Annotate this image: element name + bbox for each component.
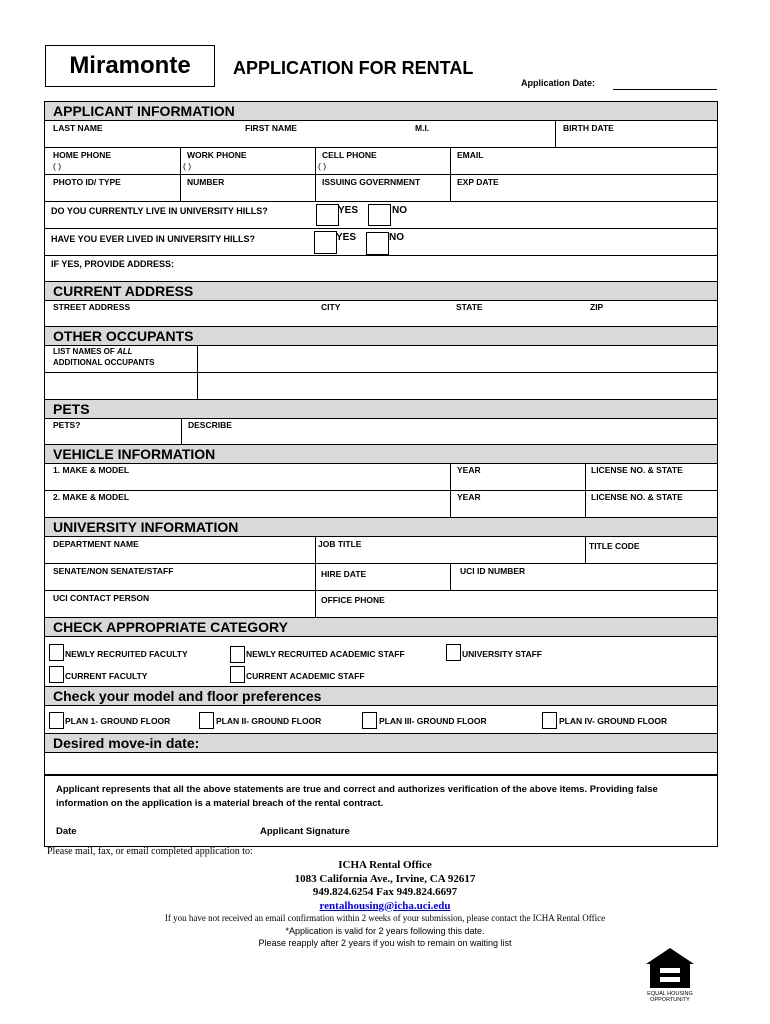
section-current-address	[45, 282, 717, 301]
occupants-label-line2: ADDITIONAL OCCUPANTS	[53, 358, 155, 367]
certification-statement: Applicant represents that all the above statements are true and correct and authorizes verification of the above items. Providing false information on the application is a material breach of the rental contract.	[56, 784, 658, 809]
plan-4-label: PLAN IV- GROUND FLOOR	[559, 716, 668, 726]
pets-field[interactable]	[45, 419, 181, 444]
section-check-category	[45, 618, 717, 637]
exp-date-field[interactable]	[450, 175, 717, 201]
vehicle-2-year-field[interactable]	[450, 491, 585, 517]
contact-person-field[interactable]	[45, 591, 315, 617]
row-pets	[45, 419, 717, 445]
section-title: APPLICANT INFORMATION	[53, 103, 235, 119]
cell-phone-label: CELL PHONE	[322, 150, 377, 160]
university-staff-label: UNIVERSITY STAFF	[462, 649, 542, 659]
occupants-field-2[interactable]	[197, 373, 717, 399]
work-phone-label: WORK PHONE	[187, 150, 247, 160]
mail-instructions: Please mail, fax, or email completed application to:	[47, 846, 253, 857]
plan-3-label: PLAN III- GROUND FLOOR	[379, 716, 487, 726]
street-address-field[interactable]: STREET ADDRESS	[53, 302, 131, 312]
office-email-link[interactable]: rentalhousing@icha.uci.edu	[319, 899, 451, 912]
move-in-date-field[interactable]	[45, 753, 717, 774]
newly-recruited-academic-staff-checkbox[interactable]	[230, 646, 245, 663]
reapply-note: Please reapply after 2 years if you wish to remain on waiting list	[258, 938, 512, 948]
birth-date-label: BIRTH DATE	[563, 123, 614, 133]
office-phone-label: OFFICE PHONE	[321, 595, 385, 605]
current-academic-staff-label: CURRENT ACADEMIC STAFF	[246, 671, 365, 681]
office-address: 1083 California Ave., Irvine, CA 92617	[294, 872, 476, 885]
live-uh-yes-checkbox[interactable]	[316, 204, 339, 226]
occupants-label-prefix: LIST NAMES OF	[53, 347, 117, 356]
row-vehicle-1	[45, 464, 717, 491]
job-title-field[interactable]	[315, 537, 585, 563]
vehicle-2-year-label: YEAR	[457, 492, 481, 502]
id-number-label: NUMBER	[187, 177, 225, 187]
section-title: CURRENT ADDRESS	[53, 283, 194, 299]
vehicle-2-license-label: LICENSE NO. & STATE	[591, 492, 683, 502]
question-live-uh: DO YOU CURRENTLY LIVE IN UNIVERSITY HILLS?	[51, 206, 268, 216]
senate-field[interactable]	[45, 564, 315, 590]
row-previous-address[interactable]	[45, 256, 717, 282]
newly-recruited-faculty-checkbox[interactable]	[49, 644, 64, 661]
section-title: OTHER OCCUPANTS	[53, 328, 194, 344]
pets-describe-label: DESCRIBE	[188, 420, 232, 430]
no-label: NO	[389, 232, 404, 243]
title-code-label: TITLE CODE	[589, 541, 640, 551]
email-field[interactable]	[450, 148, 717, 174]
department-label: DEPARTMENT NAME	[53, 539, 139, 549]
senate-label: SENATE/NON SENATE/STAFF	[53, 566, 174, 576]
phone-parens: ( )	[318, 161, 327, 171]
section-title: UNIVERSITY INFORMATION	[53, 519, 239, 535]
confirmation-note: If you have not received an email confirmation within 2 weeks of your submission, please contact the ICHA Rental Office	[164, 913, 606, 923]
eho-text-line2: OPPORTUNITY	[650, 997, 690, 1002]
row-occupants-1	[45, 346, 717, 373]
certification-date-field[interactable]: Date	[56, 826, 77, 837]
middle-initial-field[interactable]: M.I.	[415, 123, 430, 133]
id-number-field[interactable]	[180, 175, 315, 201]
current-faculty-checkbox[interactable]	[49, 666, 64, 683]
newly-recruited-faculty-label: NEWLY RECRUITED FACULTY	[65, 649, 188, 659]
university-staff-checkbox[interactable]	[446, 644, 461, 661]
phone-parens: ( )	[183, 161, 192, 171]
row-department	[45, 537, 717, 564]
row-phones	[45, 148, 717, 175]
first-name-field[interactable]: FIRST NAME	[245, 123, 297, 133]
plan-2-label: PLAN II- GROUND FLOOR	[216, 716, 322, 726]
pets-label: PETS?	[53, 420, 81, 430]
plan-1-checkbox[interactable]	[49, 712, 64, 729]
row-occupants-2	[45, 373, 717, 400]
vehicle-1-make-field[interactable]	[45, 464, 450, 490]
office-name: ICHA Rental Office	[338, 859, 432, 871]
current-academic-staff-checkbox[interactable]	[230, 666, 245, 683]
equal-housing-icon	[644, 946, 696, 1002]
rental-application-form	[44, 101, 718, 775]
last-name-field[interactable]: LAST NAME	[53, 123, 103, 133]
yes-label: YES	[338, 205, 359, 216]
row-senate	[45, 564, 717, 591]
section-title: CHECK APPROPRIATE CATEGORY	[53, 619, 288, 635]
uci-id-field[interactable]	[450, 564, 717, 590]
exp-date-label: EXP DATE	[457, 177, 499, 187]
vehicle-1-year-field[interactable]	[450, 464, 585, 490]
state-field[interactable]: STATE	[456, 302, 483, 312]
plan-1-label: PLAN 1- GROUND FLOOR	[65, 716, 171, 726]
section-vehicle-information	[45, 445, 717, 464]
row-name	[45, 121, 717, 148]
occupants-label	[45, 346, 197, 372]
section-move-in-date	[45, 734, 717, 753]
office-contact-block	[0, 859, 770, 913]
row-live-uh	[45, 202, 717, 229]
photo-id-type-label: PHOTO ID/ TYPE	[53, 177, 121, 187]
birth-date-field[interactable]	[555, 121, 717, 147]
job-title-label: JOB TITLE	[318, 539, 362, 549]
row-current-address	[45, 301, 717, 327]
cell-phone-field[interactable]	[315, 148, 450, 174]
office-phone-fax: 949.824.6254 Fax 949.824.6697	[312, 886, 458, 898]
row-lived-uh	[45, 229, 717, 256]
current-faculty-label: CURRENT FACULTY	[65, 671, 148, 681]
applicant-signature-field[interactable]: Applicant Signature	[260, 826, 350, 837]
row-floor-plans	[45, 706, 717, 734]
plan-2-checkbox[interactable]	[199, 712, 214, 729]
zip-field[interactable]: ZIP	[590, 302, 604, 312]
equal-housing-opportunity-logo	[644, 946, 696, 1002]
department-field[interactable]	[45, 537, 315, 563]
row-photo-id	[45, 175, 717, 202]
vehicle-1-license-field[interactable]	[585, 464, 717, 490]
previous-address-label: IF YES, PROVIDE ADDRESS:	[51, 259, 175, 269]
plan-3-checkbox[interactable]	[362, 712, 377, 729]
section-other-occupants	[45, 327, 717, 346]
vehicle-2-license-field[interactable]	[585, 491, 717, 517]
application-date-label: Application Date:	[521, 78, 596, 88]
hire-date-label: HIRE DATE	[321, 569, 367, 579]
section-title: Desired move-in date:	[53, 735, 200, 751]
certification-box	[44, 775, 718, 847]
miramonte-logo: Miramonte	[45, 45, 215, 87]
section-title: PETS	[53, 401, 90, 417]
photo-id-type-field[interactable]	[45, 175, 180, 201]
uci-id-label: UCI ID NUMBER	[460, 566, 526, 576]
contact-person-label: UCI CONTACT PERSON	[53, 593, 150, 603]
footer-notes	[0, 912, 770, 950]
section-applicant-information	[45, 102, 717, 121]
vehicle-1-license-label: LICENSE NO. & STATE	[591, 465, 683, 475]
eho-text-line1: EQUAL HOUSING	[647, 991, 693, 997]
vehicle-1-year-label: YEAR	[457, 465, 481, 475]
vehicle-2-make-field[interactable]	[45, 491, 450, 517]
email-label: EMAIL	[457, 150, 484, 160]
section-title: VEHICLE INFORMATION	[53, 446, 216, 462]
application-date-field[interactable]	[613, 89, 717, 90]
plan-4-checkbox[interactable]	[542, 712, 557, 729]
section-university-information	[45, 518, 717, 537]
home-phone-field[interactable]	[45, 148, 180, 174]
validity-note: *Application is valid for 2 years following this date.	[285, 925, 485, 936]
hire-date-field[interactable]	[315, 564, 450, 590]
vehicle-1-make-label: 1. MAKE & MODEL	[53, 465, 130, 475]
office-phone-field[interactable]	[315, 591, 717, 617]
document-title: APPLICATION FOR RENTAL	[233, 58, 474, 78]
no-label: NO	[392, 205, 407, 216]
row-vehicle-2	[45, 491, 717, 518]
occupants-field-1[interactable]	[197, 346, 717, 372]
question-lived-uh: HAVE YOU EVER LIVED IN UNIVERSITY HILLS?	[51, 234, 256, 244]
section-floor-preferences	[45, 687, 717, 706]
occupants-label-emphasis: ALL	[117, 347, 133, 356]
phone-parens: ( )	[53, 161, 62, 171]
row-category	[45, 637, 717, 687]
vehicle-2-make-label: 2. MAKE & MODEL	[53, 492, 130, 502]
issuing-government-label: ISSUING GOVERNMENT	[322, 177, 421, 187]
lived-uh-no-checkbox[interactable]	[366, 232, 389, 255]
live-uh-no-checkbox[interactable]	[368, 204, 391, 226]
newly-recruited-academic-staff-label: NEWLY RECRUITED ACADEMIC STAFF	[246, 649, 405, 659]
issuing-government-field[interactable]	[315, 175, 450, 201]
yes-label: YES	[336, 232, 357, 243]
pets-describe-field[interactable]	[181, 419, 717, 444]
title-code-field[interactable]	[585, 537, 717, 563]
lived-uh-yes-checkbox[interactable]	[314, 231, 337, 254]
work-phone-field[interactable]	[180, 148, 315, 174]
section-pets	[45, 400, 717, 419]
home-phone-label: HOME PHONE	[53, 150, 112, 160]
section-title: Check your model and floor preferences	[53, 688, 322, 704]
city-field[interactable]: CITY	[321, 302, 341, 312]
row-contact	[45, 591, 717, 618]
